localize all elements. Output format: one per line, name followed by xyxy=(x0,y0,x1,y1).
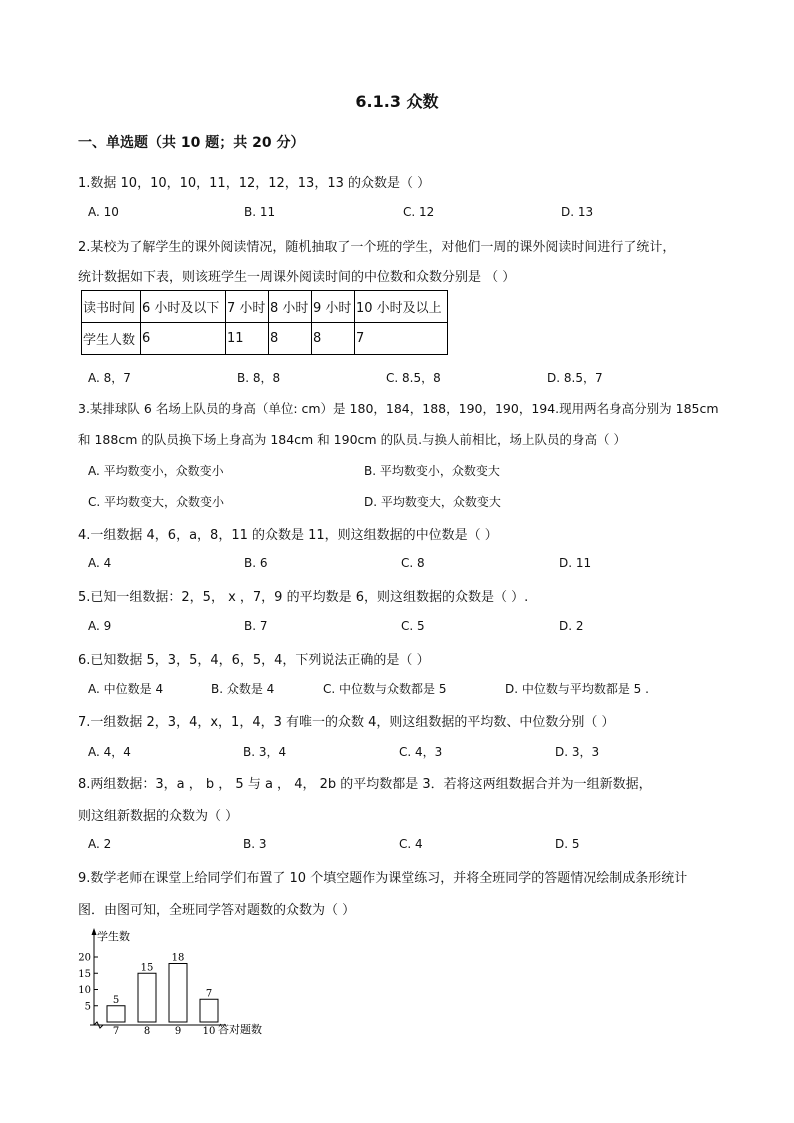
y-tick-label: 5 xyxy=(84,1001,91,1013)
q4-option-a[interactable]: A. 4 xyxy=(88,556,112,570)
bar-data-label: 15 xyxy=(140,962,154,974)
question-6-stem: 6.已知数据 5，3，5，4，6，5，4，下列说法正确的是（ ） xyxy=(78,653,430,668)
question-7-stem: 7.一组数据 2，3，4，x，1，4，3 有唯一的众数 4，则这组数据的平均数、中位数分别（ ） xyxy=(78,715,615,730)
section-heading: 一、单选题（共 10 题；共 20 分） xyxy=(78,135,305,151)
q1-option-c[interactable]: C. 12 xyxy=(403,205,435,219)
x-tick-label: 10 xyxy=(202,1026,216,1037)
q3-option-c[interactable]: C. 平均数变大，众数变小 xyxy=(88,495,225,509)
reading-time-table xyxy=(81,290,448,355)
y-tick-label: 10 xyxy=(78,985,91,996)
q4-option-d[interactable]: D. 11 xyxy=(559,556,592,570)
table-cell: 7 小时 xyxy=(226,291,269,323)
question-2-stem-line-2: 统计数据如下表，则该班学生一周课外阅读时间的中位数和众数分别是 （ ） xyxy=(78,270,516,285)
x-tick-label: 9 xyxy=(174,1026,182,1037)
q3-option-a[interactable]: A. 平均数变小，众数变小 xyxy=(88,464,224,478)
table-cell: 6 xyxy=(141,323,226,355)
table-cell: 8 xyxy=(312,323,355,355)
bar xyxy=(138,973,156,1022)
question-3-stem-line-1: 3.某排球队 6 名场上队员的身高（单位: cm）是 180，184，188，190，190，194.现用两名身高分别为 185cm xyxy=(78,401,719,416)
table-cell: 9 小时 xyxy=(312,291,355,323)
x-axis-label: 答对题数 xyxy=(218,1023,262,1036)
q7-option-d[interactable]: D. 3，3 xyxy=(555,745,600,759)
q8-option-b[interactable]: B. 3 xyxy=(243,837,267,851)
q8-option-c[interactable]: C. 4 xyxy=(399,837,423,851)
q1-option-d[interactable]: D. 13 xyxy=(561,205,594,219)
table-cell: 8 小时 xyxy=(269,291,312,323)
q8-option-d[interactable]: D. 5 xyxy=(555,837,580,851)
q2-option-b[interactable]: B. 8，8 xyxy=(237,371,281,385)
question-2-stem-line-1: 2.某校为了解学生的课外阅读情况，随机抽取了一个班的学生，对他们一周的课外阅读时间进行了统计， xyxy=(78,240,676,255)
bar xyxy=(107,1006,125,1022)
answers-bar-chart xyxy=(76,926,286,1041)
q5-option-a[interactable]: A. 9 xyxy=(88,619,112,633)
q7-option-c[interactable]: C. 4，3 xyxy=(399,745,443,759)
table-cell: 10 小时及以上 xyxy=(355,291,448,323)
question-8-stem-line-2: 则这组新数据的众数为（ ） xyxy=(78,809,239,824)
question-3-stem-line-2: 和 188cm 的队员换下场上身高为 184cm 和 190cm 的队员.与换人前相比，场上队员的身高（ ） xyxy=(78,432,627,447)
table-row xyxy=(82,323,448,355)
q5-option-b[interactable]: B. 7 xyxy=(244,619,268,633)
q4-option-c[interactable]: C. 8 xyxy=(401,556,425,570)
y-axis-label: 学生数 xyxy=(97,930,130,943)
table-cell: 读书时间 xyxy=(82,291,141,323)
question-5-stem: 5.已知一组数据：2，5， x ，7，9 的平均数是 6，则这组数据的众数是（ ）. xyxy=(78,590,529,605)
question-1-stem: 1.数据 10，10，10，11，12，12，13，13 的众数是（ ） xyxy=(78,176,431,191)
q6-option-c[interactable]: C. 中位数与众数都是 5 xyxy=(323,682,447,696)
y-tick-label: 20 xyxy=(78,952,91,964)
q1-option-b[interactable]: B. 11 xyxy=(244,205,276,219)
q6-option-d[interactable]: D. 中位数与平均数都是 5 . xyxy=(505,682,649,696)
page-title: 6.1.3 众数 xyxy=(355,92,439,111)
table-cell: 8 xyxy=(269,323,312,355)
q4-option-b[interactable]: B. 6 xyxy=(244,556,268,570)
q8-option-a[interactable]: A. 2 xyxy=(88,837,112,851)
question-8-stem-line-1: 8.两组数据：3，a ， b ， 5 与 a ， 4， 2b 的平均数都是 3．若将这两组数据合并为一组新数据， xyxy=(78,777,652,792)
q1-option-a[interactable]: A. 10 xyxy=(88,205,119,219)
table-row xyxy=(82,291,448,323)
bar-data-label: 5 xyxy=(112,994,120,1006)
bar xyxy=(169,964,187,1023)
q2-option-d[interactable]: D. 8.5，7 xyxy=(547,371,603,385)
table-cell: 学生人数 xyxy=(82,323,141,355)
q5-option-d[interactable]: D. 2 xyxy=(559,619,584,633)
q3-option-b[interactable]: B. 平均数变小，众数变大 xyxy=(364,464,500,478)
q7-option-b[interactable]: B. 3，4 xyxy=(243,745,287,759)
table-cell: 7 xyxy=(355,323,448,355)
x-tick-label: 7 xyxy=(112,1026,120,1037)
bar-data-label: 7 xyxy=(205,988,213,1000)
q2-option-c[interactable]: C. 8.5，8 xyxy=(386,371,441,385)
q2-option-a[interactable]: A. 8，7 xyxy=(88,371,131,385)
q3-option-d[interactable]: D. 平均数变大，众数变大 xyxy=(364,495,501,509)
q5-option-c[interactable]: C. 5 xyxy=(401,619,425,633)
x-tick-label: 8 xyxy=(143,1026,151,1037)
question-4-stem: 4.一组数据 4，6，a，8，11 的众数是 11，则这组数据的中位数是（ ） xyxy=(78,528,498,543)
question-9-stem-line-1: 9.数学老师在课堂上给同学们布置了 10 个填空题作为课堂练习，并将全班同学的答题情况绘制成条形统计 xyxy=(78,871,688,886)
table-cell: 11 xyxy=(226,323,269,355)
bar xyxy=(200,999,218,1022)
question-9-stem-line-2: 图．由图可知，全班同学答对题数的众数为（ ） xyxy=(78,903,356,918)
y-axis-arrow xyxy=(92,928,97,935)
table-cell: 6 小时及以下 xyxy=(141,291,226,323)
q6-option-b[interactable]: B. 众数是 4 xyxy=(211,682,275,696)
bar-data-label: 18 xyxy=(171,952,185,964)
q7-option-a[interactable]: A. 4，4 xyxy=(88,745,131,759)
y-tick-label: 15 xyxy=(78,968,91,980)
q6-option-a[interactable]: A. 中位数是 4 xyxy=(88,682,164,696)
